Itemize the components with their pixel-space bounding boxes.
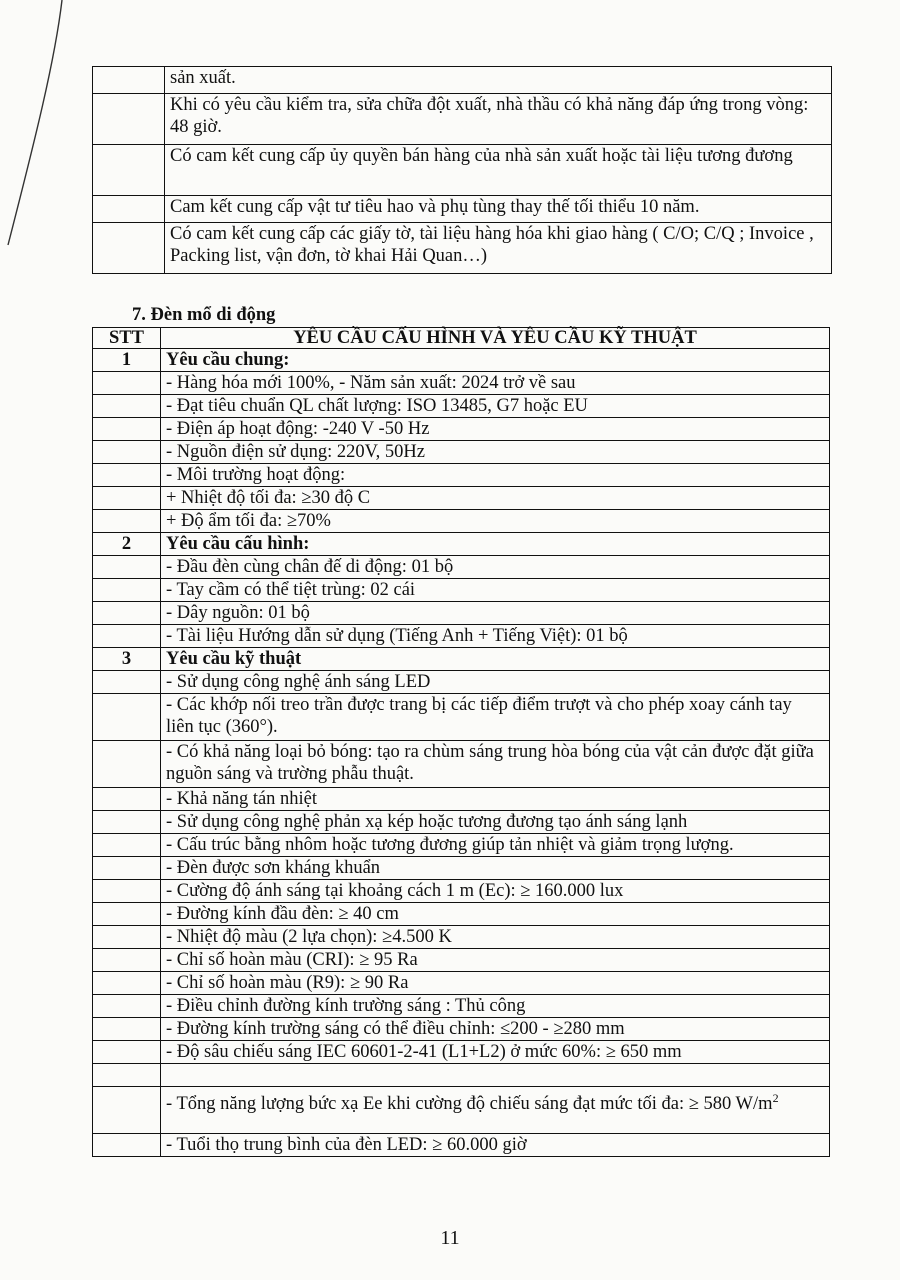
stt-cell: 1 xyxy=(93,349,161,372)
stt-cell xyxy=(93,510,161,533)
table-row xyxy=(93,602,830,625)
table-row xyxy=(93,926,830,949)
requirement-text: - Đạt tiêu chuẩn QL chất lượng: ISO 13485, G7 hoặc EU xyxy=(161,395,830,418)
table-row xyxy=(93,880,830,903)
blank-cell xyxy=(93,223,165,274)
table-row xyxy=(93,1041,830,1064)
requirement-text: - Dây nguồn: 01 bộ xyxy=(161,602,830,625)
section-title: 7. Đèn mổ di động xyxy=(132,305,276,325)
stt-cell: 2 xyxy=(93,533,161,556)
stt-cell xyxy=(93,395,161,418)
requirement-text: - Khả năng tán nhiệt xyxy=(161,788,830,811)
table-row xyxy=(93,1064,830,1087)
table-header-row xyxy=(93,328,830,349)
table-row xyxy=(93,788,830,811)
table-row xyxy=(93,694,830,741)
table-row xyxy=(93,510,830,533)
stt-cell xyxy=(93,811,161,834)
table-row xyxy=(93,441,830,464)
requirement-text: - Nhiệt độ màu (2 lựa chọn): ≥4.500 K xyxy=(161,926,830,949)
unit-superscript: 2 xyxy=(772,1091,779,1105)
table-row xyxy=(93,995,830,1018)
table-row xyxy=(93,579,830,602)
stt-cell xyxy=(93,995,161,1018)
section-row xyxy=(93,349,830,372)
table-row xyxy=(93,834,830,857)
requirement-text: - Điều chỉnh đường kính trường sáng : Thủ công xyxy=(161,995,830,1018)
stt-cell xyxy=(93,788,161,811)
table-row xyxy=(93,372,830,395)
requirement-text: - Điện áp hoạt động: -240 V -50 Hz xyxy=(161,418,830,441)
requirement-text: - Chỉ số hoàn màu (R9): ≥ 90 Ra xyxy=(161,972,830,995)
stt-cell: 3 xyxy=(93,648,161,671)
requirement-text: - Đầu đèn cùng chân đế di động: 01 bộ xyxy=(161,556,830,579)
stt-cell xyxy=(93,926,161,949)
stt-cell xyxy=(93,741,161,788)
requirement-text: - Có khả năng loại bỏ bóng: tạo ra chùm sáng trung hòa bóng của vật cản được đặt giữa nguồn sáng và trường phẫu thuật. xyxy=(161,741,830,788)
requirement-text: Cam kết cung cấp vật tư tiêu hao và phụ tùng thay thế tối thiểu 10 năm. xyxy=(165,196,832,223)
stt-cell xyxy=(93,694,161,741)
stt-cell xyxy=(93,903,161,926)
stt-cell xyxy=(93,1134,161,1157)
stt-cell xyxy=(93,556,161,579)
section-heading: Yêu cầu chung: xyxy=(161,349,830,372)
table-row xyxy=(93,395,830,418)
stt-cell xyxy=(93,949,161,972)
requirement-text: Có cam kết cung cấp ủy quyền bán hàng của nhà sản xuất hoặc tài liệu tương đương xyxy=(165,145,832,196)
stt-cell xyxy=(93,834,161,857)
stt-cell xyxy=(93,372,161,395)
requirement-text-main: - Tổng năng lượng bức xạ Ee khi cường độ chiếu sáng đạt mức tối đa: ≥ 580 W/m xyxy=(166,1094,773,1115)
blank-cell xyxy=(93,67,165,94)
requirement-text: Khi có yêu cầu kiểm tra, sửa chữa đột xuất, nhà thầu có khả năng đáp ứng trong vòng: 48 giờ. xyxy=(165,94,832,145)
stt-cell xyxy=(93,418,161,441)
stt-cell xyxy=(93,1041,161,1064)
requirement-text: - Tài liệu Hướng dẫn sử dụng (Tiếng Anh + Tiếng Việt): 01 bộ xyxy=(161,625,830,648)
table-row xyxy=(93,418,830,441)
stt-cell xyxy=(93,579,161,602)
requirements-header: YÊU CẦU CẤU HÌNH VÀ YÊU CẦU KỸ THUẬT xyxy=(161,328,830,349)
requirement-text xyxy=(161,1064,830,1087)
requirement-text: - Tay cầm có thể tiệt trùng: 02 cái xyxy=(161,579,830,602)
table-row xyxy=(93,67,832,94)
requirement-text: - Sử dụng công nghệ phản xạ kép hoặc tương đương tạo ánh sáng lạnh xyxy=(161,811,830,834)
requirement-text xyxy=(161,1087,830,1134)
page-number: 11 xyxy=(440,1227,460,1249)
requirement-text: - Độ sâu chiếu sáng IEC 60601-2-41 (L1+L2) ở mức 60%: ≥ 650 mm xyxy=(161,1041,830,1064)
stt-cell xyxy=(93,441,161,464)
table-row xyxy=(93,223,832,274)
table-row xyxy=(93,741,830,788)
table-row xyxy=(93,811,830,834)
requirement-text: - Đường kính đầu đèn: ≥ 40 cm xyxy=(161,903,830,926)
requirement-text: - Môi trường hoạt động: xyxy=(161,464,830,487)
stt-cell xyxy=(93,625,161,648)
requirement-text: - Cường độ ánh sáng tại khoảng cách 1 m (Ec): ≥ 160.000 lux xyxy=(161,880,830,903)
blank-cell xyxy=(93,145,165,196)
stt-cell xyxy=(93,671,161,694)
table-row xyxy=(93,949,830,972)
stt-header: STT xyxy=(93,328,161,349)
table-row xyxy=(93,487,830,510)
requirement-text: - Hàng hóa mới 100%, - Năm sản xuất: 2024 trở về sau xyxy=(161,372,830,395)
requirement-text: - Chỉ số hoàn màu (CRI): ≥ 95 Ra xyxy=(161,949,830,972)
table-row xyxy=(93,464,830,487)
section-row xyxy=(93,533,830,556)
requirement-text: sản xuất. xyxy=(165,67,832,94)
surgical-light-requirements-table xyxy=(92,327,830,1157)
table-row xyxy=(93,903,830,926)
section-row xyxy=(93,648,830,671)
table-row xyxy=(93,145,832,196)
stt-cell xyxy=(93,487,161,510)
requirement-text: - Đèn được sơn kháng khuẩn xyxy=(161,857,830,880)
requirement-text: - Nguồn điện sử dụng: 220V, 50Hz xyxy=(161,441,830,464)
table-row xyxy=(93,671,830,694)
stt-cell xyxy=(93,857,161,880)
section-heading: Yêu cầu kỹ thuật xyxy=(161,648,830,671)
requirement-text: + Độ ẩm tối đa: ≥70% xyxy=(161,510,830,533)
blank-cell xyxy=(93,94,165,145)
table-row xyxy=(93,1018,830,1041)
table-row xyxy=(93,1134,830,1157)
requirement-text: - Tuổi thọ trung bình của đèn LED: ≥ 60.000 giờ xyxy=(161,1134,830,1157)
requirement-text: - Đường kính trường sáng có thể điều chỉnh: ≤200 - ≥280 mm xyxy=(161,1018,830,1041)
stt-cell xyxy=(93,880,161,903)
stt-cell xyxy=(93,1018,161,1041)
table-row xyxy=(93,556,830,579)
table-row xyxy=(93,972,830,995)
requirement-text: Có cam kết cung cấp các giấy tờ, tài liệu hàng hóa khi giao hàng ( C/O; C/Q ; Invoice , Packing list, vận đơn, tờ khai Hải Quan…) xyxy=(165,223,832,274)
table-row xyxy=(93,857,830,880)
table-row xyxy=(93,1087,830,1134)
table-row xyxy=(93,196,832,223)
requirement-text: - Sử dụng công nghệ ánh sáng LED xyxy=(161,671,830,694)
requirement-text: - Cấu trúc bằng nhôm hoặc tương đương giúp tản nhiệt và giảm trọng lượng. xyxy=(161,834,830,857)
stt-cell xyxy=(93,1064,161,1087)
table-row xyxy=(93,625,830,648)
stt-cell xyxy=(93,972,161,995)
stt-cell xyxy=(93,602,161,625)
stt-cell xyxy=(93,1087,161,1134)
section-heading: Yêu cầu cấu hình: xyxy=(161,533,830,556)
requirement-text: - Các khớp nối treo trần được trang bị các tiếp điểm trượt và cho phép xoay cánh tay liên tục (360°). xyxy=(161,694,830,741)
requirement-text: + Nhiệt độ tối đa: ≥30 độ C xyxy=(161,487,830,510)
blank-cell xyxy=(93,196,165,223)
continued-requirements-table xyxy=(92,66,832,274)
table-row xyxy=(93,94,832,145)
stt-cell xyxy=(93,464,161,487)
